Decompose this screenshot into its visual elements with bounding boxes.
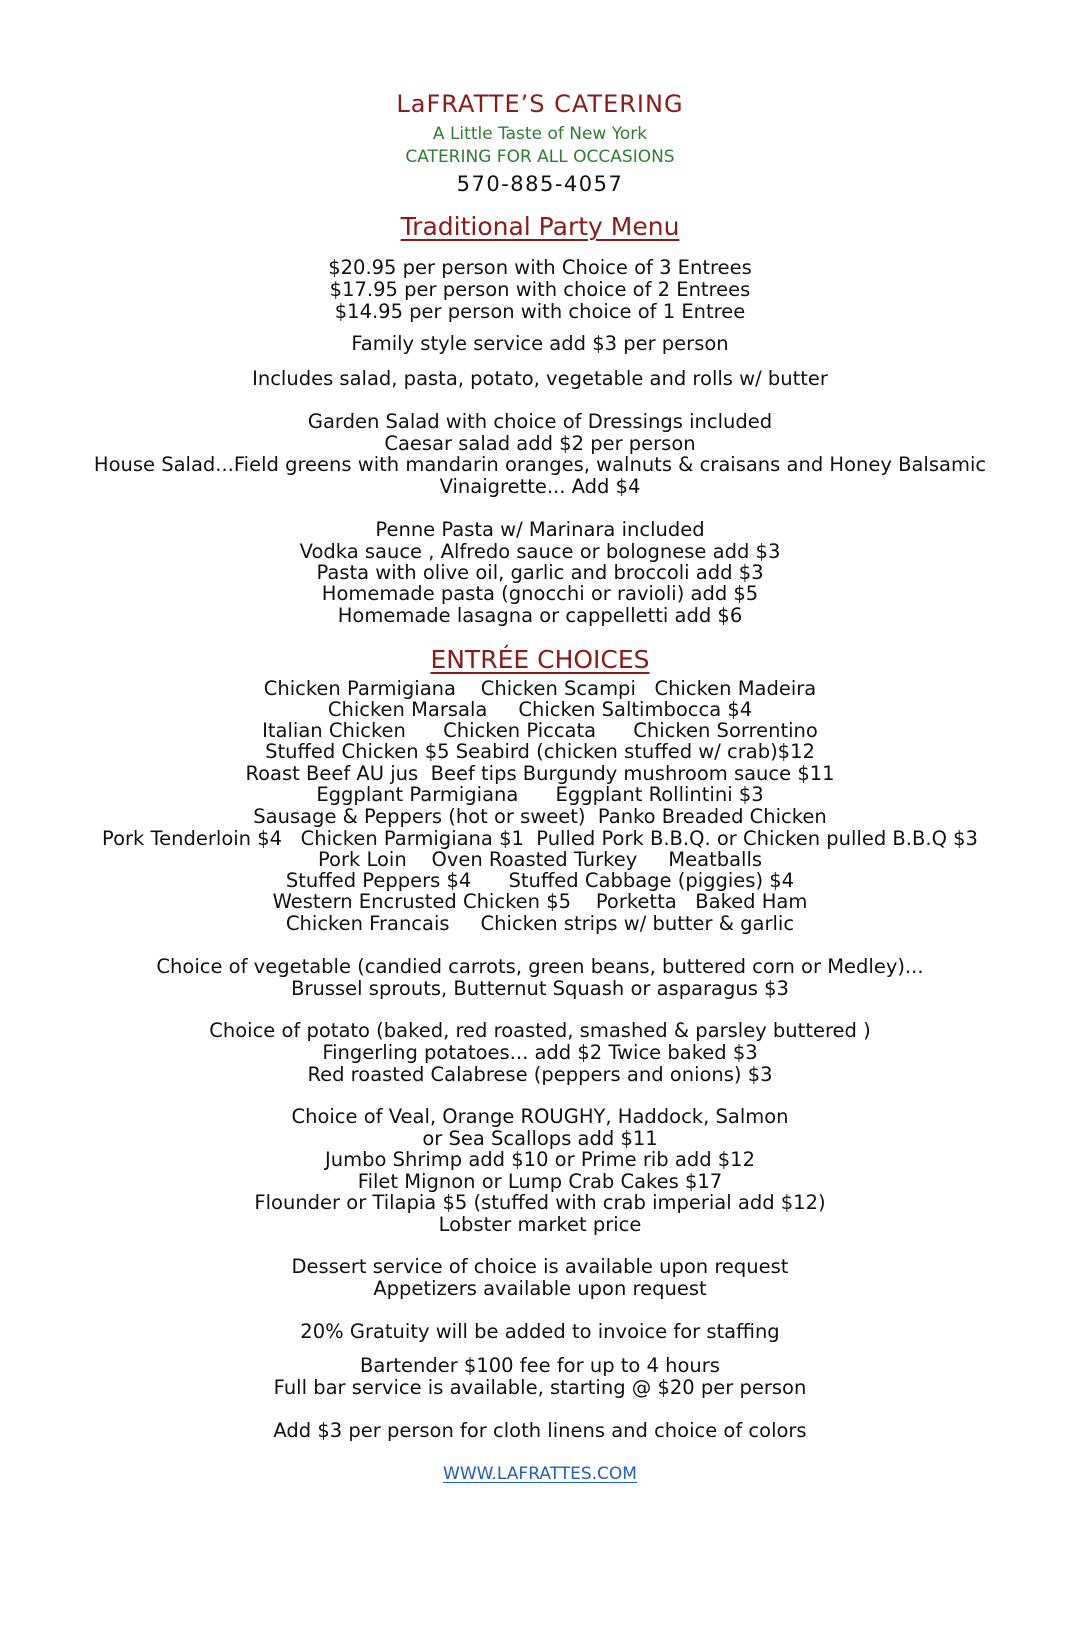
entree-line: Sausage & Peppers (hot or sweet) Panko Breaded Chicken bbox=[253, 805, 827, 828]
entree-line: Stuffed Peppers $4 Stuffed Cabbage (piggies) $4 bbox=[285, 869, 795, 892]
salad-line: Garden Salad with choice of Dressings included bbox=[307, 410, 773, 433]
entree-title: ENTRÉE CHOICES bbox=[430, 645, 650, 674]
salad-line: Vinaigrette... Add $4 bbox=[439, 475, 641, 498]
potato-line: Red roasted Calabrese (peppers and onions) $3 bbox=[307, 1063, 773, 1086]
premium-line: Jumbo Shrimp add $10 or Prime rib add $12 bbox=[325, 1148, 755, 1171]
tagline: A Little Taste of New York bbox=[432, 124, 648, 144]
pasta-line: Homemade pasta (gnocchi or ravioli) add $5 bbox=[321, 582, 759, 605]
extras-line: Appetizers available upon request bbox=[373, 1277, 707, 1300]
bar-line: Full bar service is available, starting @ $20 per person bbox=[273, 1376, 807, 1399]
potato-line: Choice of potato (baked, red roasted, smashed & parsley buttered ) bbox=[209, 1019, 871, 1042]
pasta-line: Vodka sauce , Alfredo sauce or bolognese add $3 bbox=[299, 540, 781, 563]
subtagline: CATERING FOR ALL OCCASIONS bbox=[405, 147, 675, 167]
phone-number: 570-885-4057 bbox=[456, 172, 624, 196]
gratuity-note: 20% Gratuity will be added to invoice for staffing bbox=[300, 1320, 780, 1343]
entree-line: Italian Chicken Chicken Piccata Chicken Sorrentino bbox=[262, 719, 818, 742]
pasta-line: Pasta with olive oil, garlic and broccoli add $3 bbox=[316, 561, 764, 584]
brand-name: LaFRATTE’S CATERING bbox=[396, 90, 684, 118]
potato-line: Fingerling potatoes... add $2 Twice baked $3 bbox=[322, 1041, 758, 1064]
premium-line: or Sea Scallops add $11 bbox=[422, 1127, 658, 1150]
entree-line: Western Encrusted Chicken $5 Porketta Baked Ham bbox=[272, 890, 808, 913]
entree-line: Chicken Francais Chicken strips w/ butter & garlic bbox=[285, 912, 795, 935]
vegetable-line: Choice of vegetable (candied carrots, green beans, buttered corn or Medley)... bbox=[156, 955, 924, 978]
entree-line: Stuffed Chicken $5 Seabird (chicken stuffed w/ crab)$12 bbox=[265, 740, 815, 763]
pricing-line: $20.95 per person with Choice of 3 Entrees bbox=[328, 256, 752, 279]
pasta-line: Homemade lasagna or cappelletti add $6 bbox=[337, 604, 743, 627]
premium-line: Choice of Veal, Orange ROUGHY, Haddock, Salmon bbox=[291, 1105, 789, 1128]
entree-line: Eggplant Parmigiana Eggplant Rollintini $3 bbox=[316, 783, 764, 806]
entree-line: Pork Tenderloin $4 Chicken Parmigiana $1 Pulled Pork B.B.Q. or Chicken pulled B.B.Q $3 bbox=[102, 827, 978, 850]
premium-line: Flounder or Tilapia $5 (stuffed with crab imperial add $12) bbox=[254, 1191, 826, 1214]
linens-note: Add $3 per person for cloth linens and choice of colors bbox=[273, 1419, 807, 1442]
salad-line: House Salad...Field greens with mandarin oranges, walnuts & craisans and Honey Balsamic bbox=[93, 453, 987, 476]
premium-line: Lobster market price bbox=[438, 1213, 642, 1236]
pricing-line: $14.95 per person with choice of 1 Entree bbox=[334, 300, 746, 323]
salad-line: Caesar salad add $2 per person bbox=[384, 432, 696, 455]
includes-note: Includes salad, pasta, potato, vegetable and rolls w/ butter bbox=[252, 367, 828, 390]
family-style-note: Family style service add $3 per person bbox=[351, 332, 729, 355]
website-link[interactable]: WWW.LAFRATTES.COM bbox=[443, 1464, 637, 1484]
entree-line: Chicken Parmigiana Chicken Scampi Chicken Madeira bbox=[263, 677, 817, 700]
extras-line: Dessert service of choice is available upon request bbox=[291, 1255, 789, 1278]
bar-line: Bartender $100 fee for up to 4 hours bbox=[360, 1354, 720, 1377]
vegetable-line: Brussel sprouts, Butternut Squash or asparagus $3 bbox=[291, 977, 789, 1000]
pasta-line: Penne Pasta w/ Marinara included bbox=[375, 518, 705, 541]
entree-line: Chicken Marsala Chicken Saltimbocca $4 bbox=[327, 698, 753, 721]
entree-line: Pork Loin Oven Roasted Turkey Meatballs bbox=[317, 848, 763, 871]
pricing-line: $17.95 per person with choice of 2 Entrees bbox=[329, 278, 751, 301]
premium-line: Filet Mignon or Lump Crab Cakes $17 bbox=[357, 1170, 723, 1193]
entree-line: Roast Beef AU jus Beef tips Burgundy mushroom sauce $11 bbox=[245, 762, 835, 785]
menu-title: Traditional Party Menu bbox=[400, 212, 680, 241]
